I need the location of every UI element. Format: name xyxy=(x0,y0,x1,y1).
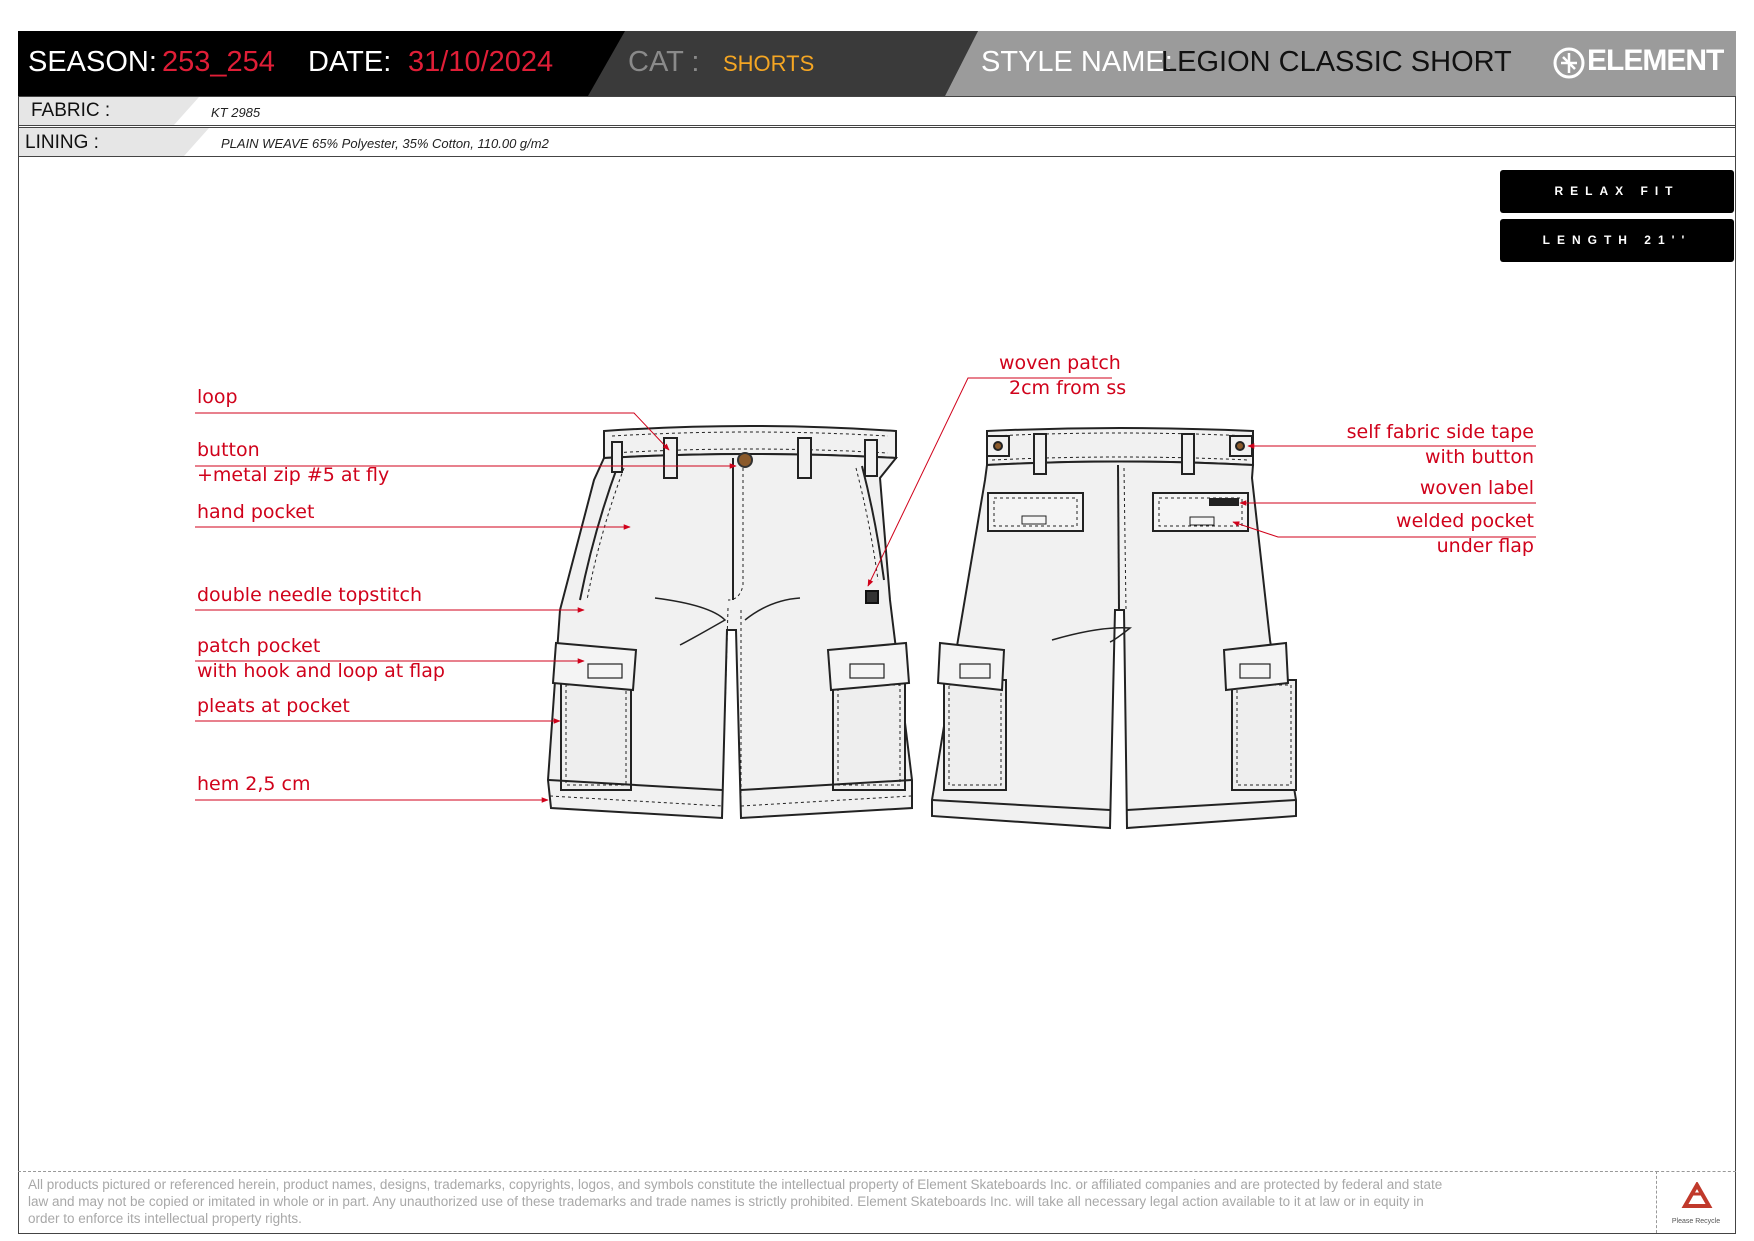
callout-pleats: pleats at pocket xyxy=(197,695,350,717)
style-name-label: STYLE NAME: xyxy=(981,46,1173,78)
callout-button: button xyxy=(197,439,260,461)
callout-hook-loop: with hook and loop at flap xyxy=(197,660,445,682)
fabric-label: FABRIC : xyxy=(31,100,111,121)
lining-value: PLAIN WEAVE 65% Polyester, 35% Cotton, 110.00 g/m2 xyxy=(221,136,549,151)
style-name-value: LEGION CLASSIC SHORT xyxy=(1161,46,1512,78)
length-badge: LENGTH 21'' xyxy=(1500,219,1734,262)
callout-hem: hem 2,5 cm xyxy=(197,773,311,795)
cat-label: CAT : xyxy=(628,46,700,78)
callout-hand-pocket: hand pocket xyxy=(197,501,315,523)
front-view-shorts xyxy=(548,426,912,818)
recycle-box xyxy=(1656,1171,1736,1233)
recycle-icon xyxy=(1679,1182,1715,1214)
callout-under-flap: under flap xyxy=(1436,535,1534,557)
date-label: DATE: xyxy=(308,46,392,78)
legal-text: All products pictured or referenced herein, product names, designs, trademarks, copyrights, logos, and symbols constitute the intellectual property of Element Skateboards Inc. or affiliated companies and are protected by federal and state law and may not be copied or imitated in whole or in part. Any unauthorized use of these trademarks and trade names is strictly prohibited. Element Skateboards Inc. will take all necessary legal action available to it at law or in equity in order to enforce its intellectual property rights. xyxy=(28,1177,1443,1226)
lining-label: LINING : xyxy=(25,132,99,153)
recycle-text: Please Recycle xyxy=(1671,1218,1721,1225)
fit-badge: RELAX FIT xyxy=(1500,170,1734,213)
callout-woven-patch: woven patch xyxy=(999,352,1121,374)
callout-woven-label: woven label xyxy=(1419,477,1534,499)
season-label: SEASON: xyxy=(28,46,157,78)
callout-metal-zip: +metal zip #5 at fly xyxy=(197,464,390,486)
callout-welded-pocket: welded pocket xyxy=(1396,510,1534,532)
back-view-shorts xyxy=(932,428,1296,828)
callout-double-needle: double needle topstitch xyxy=(197,584,422,606)
season-value: 253_254 xyxy=(162,46,275,78)
date-value: 31/10/2024 xyxy=(408,46,554,78)
callout-side-tape: self fabric side tape xyxy=(1346,421,1534,443)
callout-woven-patch-position: 2cm from ss xyxy=(1009,377,1127,399)
fabric-value: KT 2985 xyxy=(211,105,261,120)
cat-value: SHORTS xyxy=(723,51,815,76)
brand-logo-text: ELEMENT xyxy=(1587,44,1724,77)
callout-patch-pocket: patch pocket xyxy=(197,635,321,657)
footer-legal xyxy=(18,1171,1658,1234)
callout-side-tape-button: with button xyxy=(1424,446,1534,468)
callout-loop: loop xyxy=(197,386,238,408)
